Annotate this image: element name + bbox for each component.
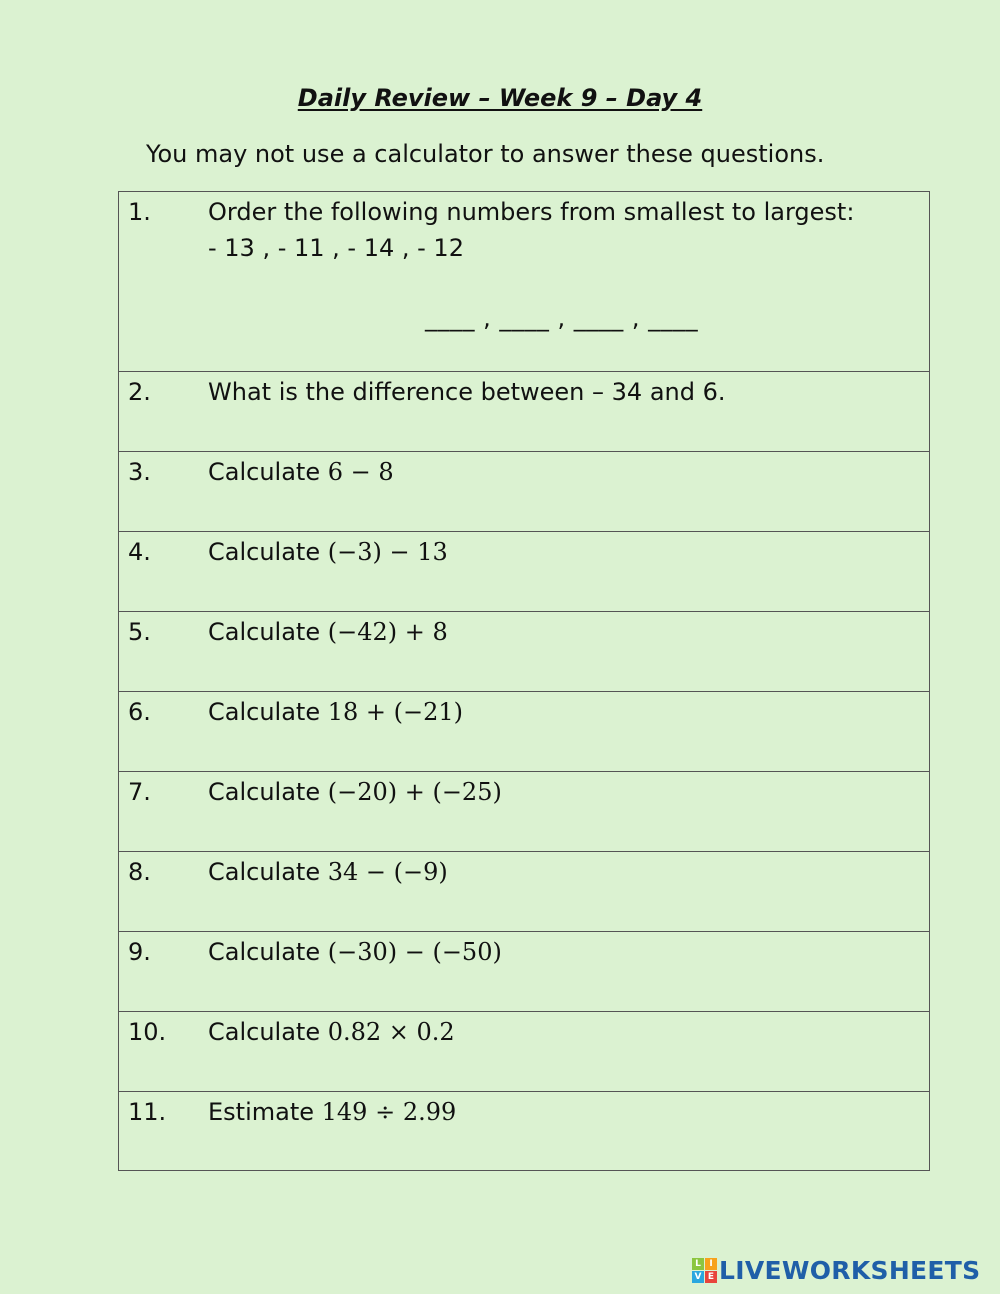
question-number: 8.	[128, 858, 151, 886]
answer-blanks[interactable]: ____ , ____ , ____ , ____	[425, 304, 699, 332]
logo-letter-i: I	[705, 1258, 717, 1270]
math-expression: (−30) − (−50)	[327, 938, 502, 966]
question-text	[208, 938, 502, 966]
question-prefix: Calculate	[208, 858, 328, 886]
question-prefix: Calculate	[208, 458, 328, 486]
question-prefix: Estimate	[208, 1098, 322, 1126]
liveworksheets-logo[interactable]	[692, 1255, 980, 1285]
question-row-4	[119, 532, 930, 612]
question-number: 2.	[128, 378, 151, 406]
question-prefix: Calculate	[208, 618, 328, 646]
question-number: 5.	[128, 618, 151, 646]
math-expression: (−42) + 8	[327, 618, 448, 646]
math-expression: (−3) − 13	[327, 538, 448, 566]
question-number: 4.	[128, 538, 151, 566]
logo-icon	[692, 1258, 717, 1283]
math-expression: 18 + (−21)	[327, 698, 463, 726]
question-text	[208, 778, 502, 806]
question-row-8	[119, 852, 930, 932]
question-text	[208, 698, 463, 726]
question-text	[208, 1098, 456, 1126]
math-expression: (−20) + (−25)	[327, 778, 502, 806]
question-row-6	[119, 692, 930, 772]
question-row-2	[119, 372, 930, 452]
math-expression: 6 − 8	[327, 458, 394, 486]
question-number: 9.	[128, 938, 151, 966]
question-row-3	[119, 452, 930, 532]
math-expression: 0.82 × 0.2	[327, 1018, 455, 1046]
question-row-9	[119, 932, 930, 1012]
question-number: 7.	[128, 778, 151, 806]
logo-letter-e: E	[705, 1271, 717, 1283]
question-number: 11.	[128, 1098, 167, 1126]
question-text	[208, 858, 448, 886]
question-row-10	[119, 1012, 930, 1092]
question-number: 1.	[128, 198, 151, 226]
question-row-5	[119, 612, 930, 692]
number-list: - 13 , - 11 , - 14 , - 12	[208, 234, 464, 262]
question-number: 6.	[128, 698, 151, 726]
question-text: Order the following numbers from smallest to largest:	[208, 198, 855, 226]
question-number: 3.	[128, 458, 151, 486]
question-row-7	[119, 772, 930, 852]
question-text	[208, 1018, 455, 1046]
question-row-11	[119, 1092, 930, 1171]
question-text: What is the difference between – 34 and 6.	[208, 378, 726, 406]
questions-table	[118, 191, 930, 1171]
question-prefix: Calculate	[208, 778, 328, 806]
question-text	[208, 618, 448, 646]
question-row-1	[119, 192, 930, 372]
question-number: 10.	[128, 1018, 167, 1046]
page-title: Daily Review – Week 9 – Day 4	[297, 84, 703, 112]
question-text	[208, 458, 394, 486]
question-prefix: Calculate	[208, 698, 328, 726]
instructions: You may not use a calculator to answer these questions.	[146, 140, 825, 168]
question-prefix: Calculate	[208, 938, 328, 966]
logo-letter-v: V	[692, 1271, 704, 1283]
logo-text: LIVEWORKSHEETS	[719, 1255, 981, 1285]
math-expression: 149 ÷ 2.99	[321, 1098, 457, 1126]
logo-letter-l: L	[692, 1258, 704, 1270]
question-prefix: Calculate	[208, 538, 328, 566]
question-prefix: Calculate	[208, 1018, 328, 1046]
math-expression: 34 − (−9)	[327, 858, 448, 886]
question-text	[208, 538, 448, 566]
